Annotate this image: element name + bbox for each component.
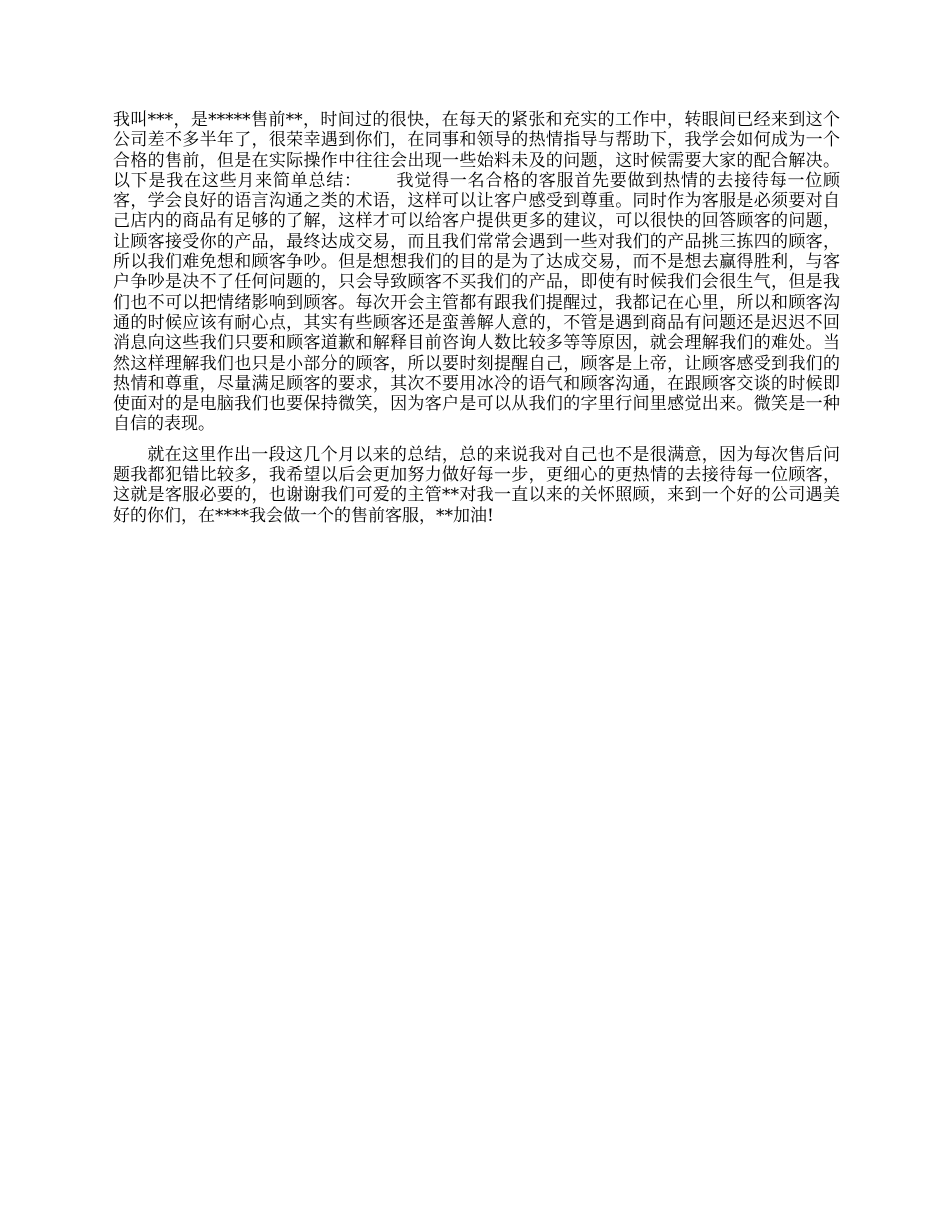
paragraph-intro-and-summary — [113, 110, 840, 435]
document-body — [113, 110, 840, 526]
paragraph-conclusion — [113, 445, 840, 526]
paragraph-conclusion-text: 就在这里作出一段这几个月以来的总结，总的来说我对自己也不是很满意，因为每次售后问题我都犯错比较多，我希望以后会更加努力做好每一步，更细心的更热情的去接待每一位顾客，这就是客服必要的，也谢谢我们可爱的主管**对我一直以来的关怀照顾，来到一个好的公司遇美好的你们，在****我会做一个的售前客服，**加油! — [113, 444, 840, 526]
paragraph-summary-text: 我觉得一名合格的客服首先要做到热情的去接待每一位顾客，学会良好的语言沟通之类的术语，这样可以让客户感受到尊重。同时作为客服是必须要对自己店内的商品有足够的了解，这样才可以给客户提供更多的建议，可以很快的回答顾客的问题，让顾客接受你的产品，最终达成交易，而且我们常常会遇到一些对我们的产品挑三拣四的顾客，所以我们难免想和顾客争吵。但是想想我们的目的是为了达成交易，而不是想去赢得胜利，与客户争吵是决不了任何问题的，只会导致顾客不买我们的产品，即使有时候我们会很生气，但是我们也不可以把情绪影响到顾客。每次开会主管都有跟我们提醒过，我都记在心里，所以和顾客沟通的时候应该有耐心点，其实有些顾客还是蛮善解人意的，不管是遇到商品有问题还是迟迟不回消息向这些我们只要和顾客道歉和解释目前咨询人数比较多等等原因，就会理解我们的难处。当然这样理解我们也只是小部分的顾客，所以要时刻提醒自己，顾客是上帝，让顾客感受到我们的热情和尊重，尽量满足顾客的要求，其次不要用冰冷的语气和顾客沟通，在跟顾客交谈的时候即使面对的是电脑我们也要保持微笑，因为客户是可以从我们的字里行间里感觉出来。微笑是一种自信的表现。 — [113, 170, 841, 435]
paragraph-intro-text: 我叫***，是*****售前**，时间过的很快，在每天的紧张和充实的工作中，转眼间已经来到这个公司差不多半年了，很荣幸遇到你们，在同事和领导的热情指导与帮助下，我学会如何成为一个合格的售前，但是在实际操作中往往会出现一些始料未及的问题，这时候需要大家的配合解决。以下是我在这些月来简单总结： — [113, 110, 840, 191]
